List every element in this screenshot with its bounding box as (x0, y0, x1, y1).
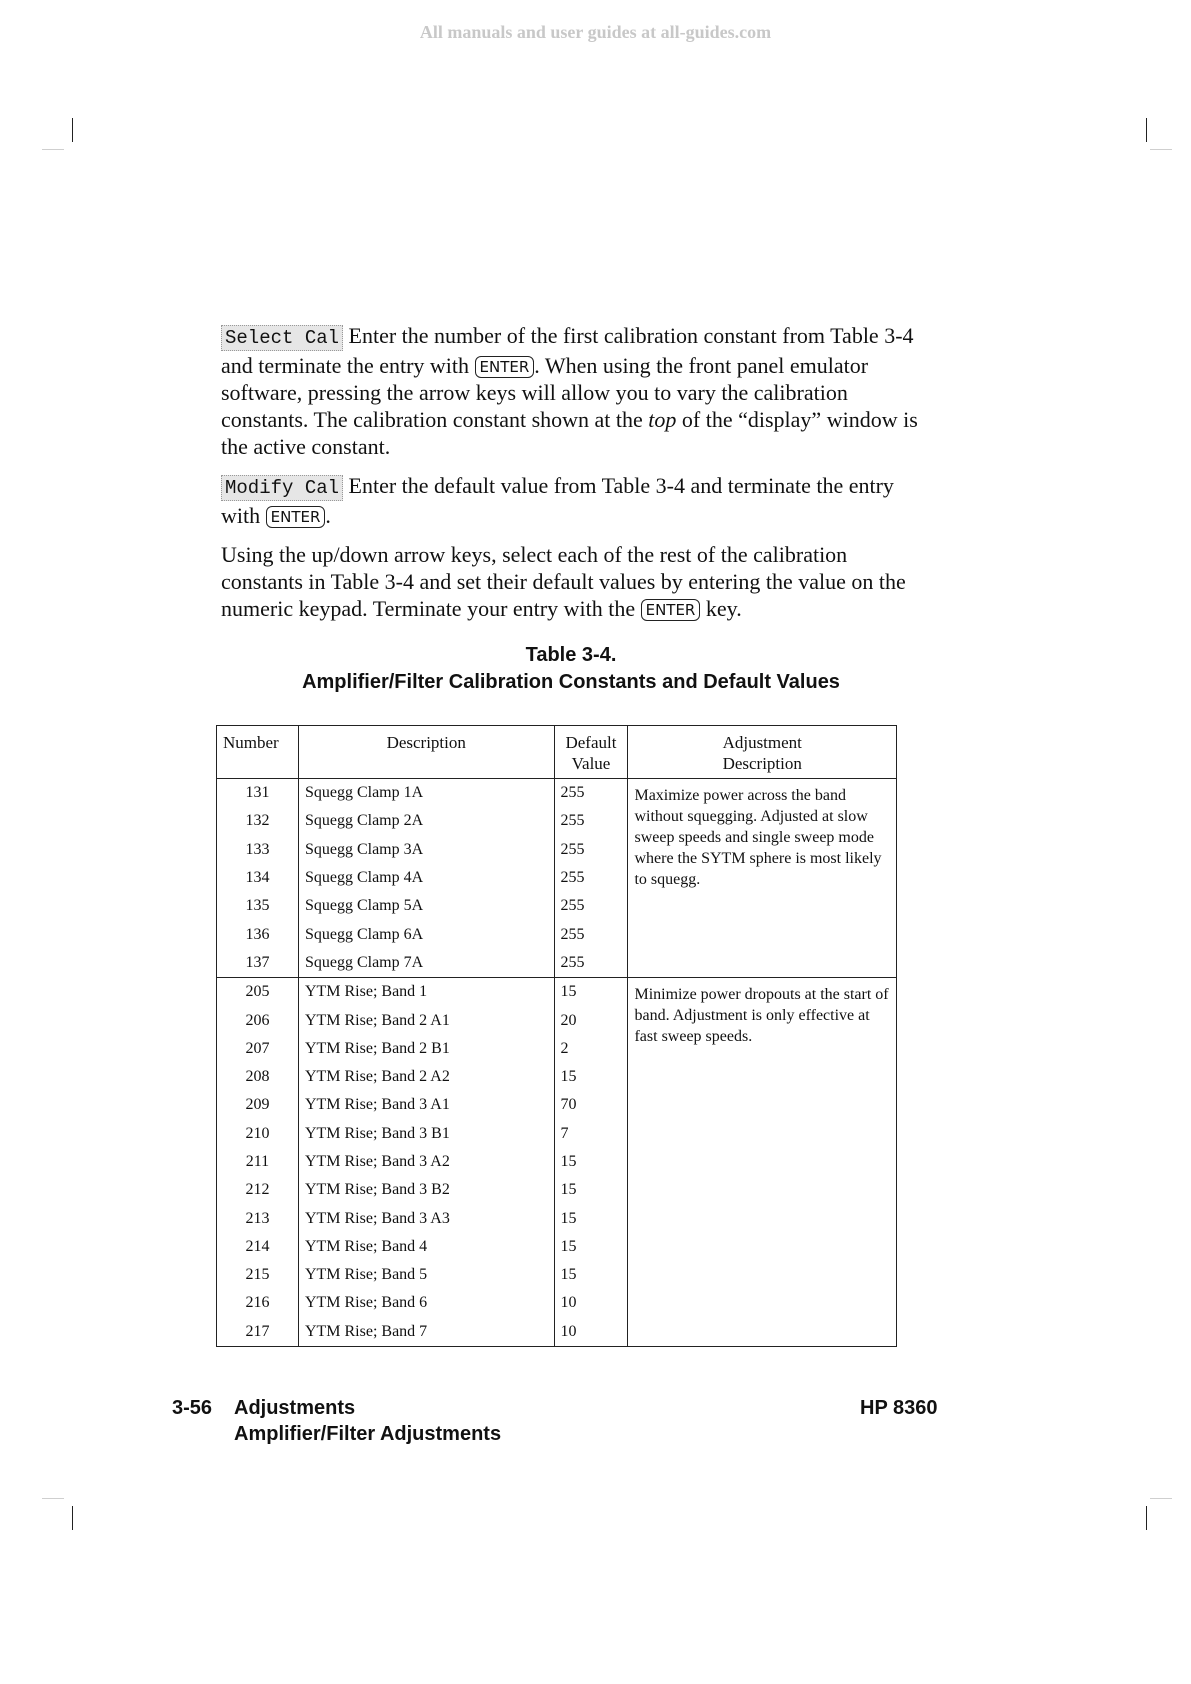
cell-number: 216 (217, 1289, 299, 1317)
cell-number: 133 (217, 836, 299, 864)
select-cal-softkey: Select Cal (221, 325, 343, 351)
cell-number: 208 (217, 1063, 299, 1091)
cell-description: YTM Rise; Band 3 B2 (298, 1176, 554, 1204)
cell-description: YTM Rise; Band 3 A2 (298, 1148, 554, 1176)
cell-description: YTM Rise; Band 3 A1 (298, 1091, 554, 1119)
header-adjustment-description: Adjustment Description (628, 726, 897, 779)
cell-default-value: 10 (554, 1289, 628, 1317)
cell-description: YTM Rise; Band 3 A3 (298, 1204, 554, 1232)
select-cal-text-2: . When using the front panel emulator software, pressing the arrow keys will allow you to vary the calibration constants. The calibration constant shown at the (221, 353, 869, 432)
cell-description: YTM Rise; Band 2 B1 (298, 1035, 554, 1063)
crop-mark (1146, 1506, 1147, 1530)
cell-default-value: 15 (554, 978, 628, 1007)
cell-number: 205 (217, 978, 299, 1007)
table-number: Table 3-4. (525, 644, 617, 666)
cell-description: YTM Rise; Band 4 (298, 1233, 554, 1261)
cell-number: 209 (217, 1091, 299, 1119)
enter-key: ENTER (641, 599, 701, 621)
cell-number: 206 (217, 1006, 299, 1034)
cell-description: Squegg Clamp 1A (298, 779, 554, 808)
cell-default-value: 70 (554, 1091, 628, 1119)
cell-default-value: 15 (554, 1148, 628, 1176)
table-title: Amplifier/Filter Calibration Constants and Default Values (302, 671, 840, 693)
modify-cal-text-1: Enter the default value from Table 3-4 and terminate the entry with (221, 473, 894, 528)
cell-default-value: 15 (554, 1233, 628, 1261)
cell-default-value: 255 (554, 892, 628, 920)
table-caption (221, 642, 921, 696)
cell-description: YTM Rise; Band 6 (298, 1289, 554, 1317)
cell-number: 134 (217, 864, 299, 892)
cell-default-value: 255 (554, 807, 628, 835)
enter-key: ENTER (475, 356, 535, 378)
body-text (221, 322, 921, 696)
table-row (217, 779, 897, 808)
cell-description: YTM Rise; Band 2 A2 (298, 1063, 554, 1091)
cell-number: 131 (217, 779, 299, 808)
cell-adjustment-description: Maximize power across the band without squegging. Adjusted at slow sweep speeds and single sweep mode where the SYTM sphere is most likely to squegg. (628, 779, 897, 978)
select-cal-text-1: Enter the number of the first calibration constant from Table 3-4 and terminate the entry with (221, 323, 914, 378)
cell-default-value: 15 (554, 1204, 628, 1232)
cell-description: YTM Rise; Band 3 B1 (298, 1120, 554, 1148)
cell-default-value: 255 (554, 779, 628, 808)
cell-number: 212 (217, 1176, 299, 1204)
cell-description: Squegg Clamp 3A (298, 836, 554, 864)
cell-adjustment-description: Minimize power dropouts at the start of band. Adjustment is only effective at fast sweep speeds. (628, 978, 897, 1347)
using-text-1: Using the up/down arrow keys, select each of the rest of the calibration constants in Table 3-4 and set their default values by entering the value on the numeric keypad. Terminate your entry with the (221, 542, 906, 621)
modify-cal-softkey: Modify Cal (221, 475, 343, 501)
modify-cal-text-2: . (325, 503, 331, 528)
cell-number: 135 (217, 892, 299, 920)
cell-number: 210 (217, 1120, 299, 1148)
cell-default-value: 7 (554, 1120, 628, 1148)
crop-mark (72, 118, 73, 142)
calibration-table (216, 725, 897, 1347)
cell-number: 137 (217, 949, 299, 978)
crop-mark (1146, 118, 1147, 142)
cell-description: Squegg Clamp 6A (298, 920, 554, 948)
cell-number: 215 (217, 1261, 299, 1289)
cell-description: Squegg Clamp 2A (298, 807, 554, 835)
cell-default-value: 255 (554, 836, 628, 864)
crop-mark (72, 1506, 73, 1530)
cell-description: YTM Rise; Band 1 (298, 978, 554, 1007)
cell-number: 132 (217, 807, 299, 835)
footer-subsection: Amplifier/Filter Adjustments (234, 1423, 502, 1445)
cell-default-value: 15 (554, 1176, 628, 1204)
cell-default-value: 15 (554, 1063, 628, 1091)
cell-default-value: 10 (554, 1318, 628, 1347)
using-paragraph (221, 541, 921, 622)
cell-number: 214 (217, 1233, 299, 1261)
cell-description: Squegg Clamp 4A (298, 864, 554, 892)
crop-mark (1150, 1498, 1172, 1499)
cell-number: 207 (217, 1035, 299, 1063)
table-row (217, 978, 897, 1007)
cell-default-value: 2 (554, 1035, 628, 1063)
cell-description: YTM Rise; Band 7 (298, 1318, 554, 1347)
cell-number: 217 (217, 1318, 299, 1347)
cell-number: 136 (217, 920, 299, 948)
cell-default-value: 255 (554, 949, 628, 978)
cell-description: YTM Rise; Band 2 A1 (298, 1006, 554, 1034)
modify-cal-paragraph (221, 472, 921, 529)
cell-number: 211 (217, 1148, 299, 1176)
crop-mark (42, 149, 64, 150)
cell-default-value: 15 (554, 1261, 628, 1289)
header-default-value: Default Value (554, 726, 628, 779)
cell-description: Squegg Clamp 5A (298, 892, 554, 920)
crop-mark (1150, 149, 1172, 150)
footer-section: Adjustments (234, 1397, 356, 1419)
cell-description: YTM Rise; Band 5 (298, 1261, 554, 1289)
table-body (217, 779, 897, 1347)
header-description: Description (298, 726, 554, 779)
cell-description: Squegg Clamp 7A (298, 949, 554, 978)
cell-default-value: 255 (554, 920, 628, 948)
page-number: 3-56 (172, 1397, 213, 1419)
cell-number: 213 (217, 1204, 299, 1232)
header-number: Number (217, 726, 299, 779)
watermark: All manuals and user guides at all-guides.com (419, 22, 772, 42)
enter-key: ENTER (266, 506, 326, 528)
footer-left (172, 1395, 501, 1447)
cell-default-value: 255 (554, 864, 628, 892)
cell-default-value: 20 (554, 1006, 628, 1034)
select-cal-text-3: of the “display” window is the active constant. (221, 407, 918, 459)
using-text-2: key. (705, 596, 742, 621)
emphasis-top: top (648, 407, 677, 432)
footer-product: HP 8360 (860, 1397, 938, 1419)
table-header-row (217, 726, 897, 779)
crop-mark (42, 1498, 64, 1499)
select-cal-paragraph (221, 322, 921, 460)
